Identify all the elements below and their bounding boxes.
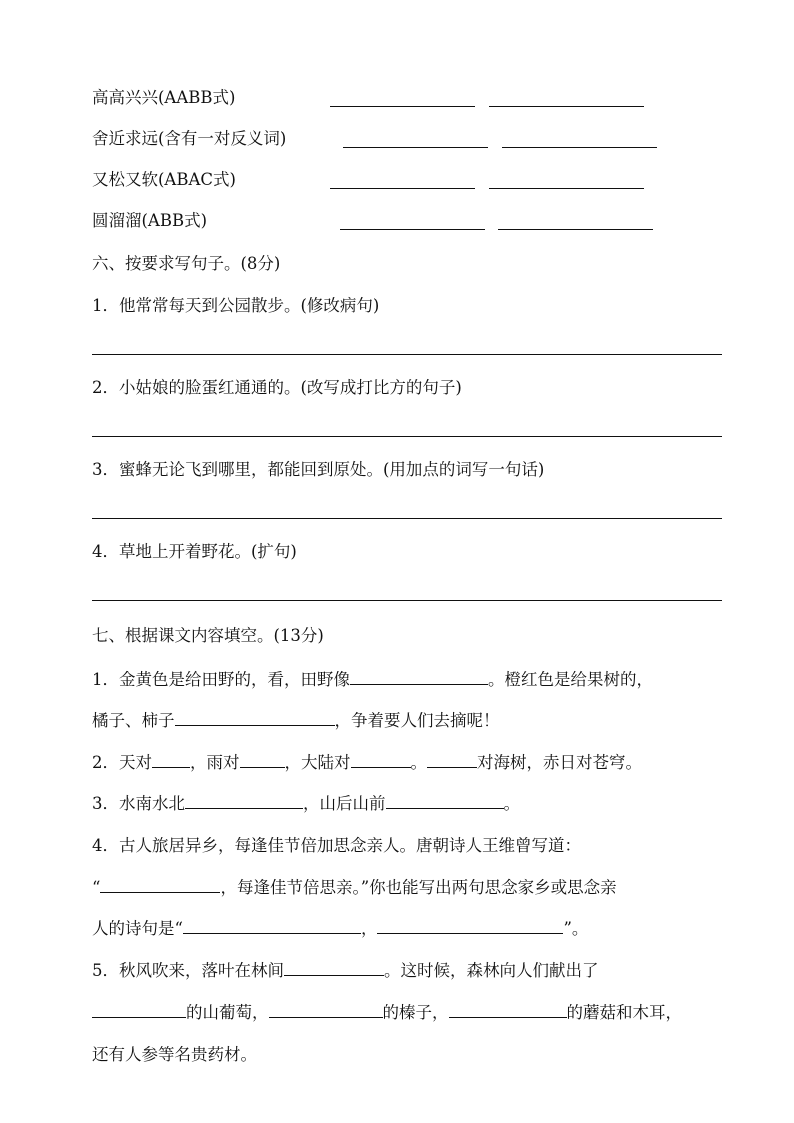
question-line: 5．秋风吹来，落叶在林间 。这时候，森林向人们献出了 — [92, 961, 599, 980]
item-row — [92, 211, 207, 231]
question-text: 4．草地上开着野花。(扩句) — [92, 542, 297, 561]
fill-blank[interactable] — [351, 753, 411, 768]
fill-blank[interactable] — [284, 961, 384, 976]
answer-blank[interactable] — [330, 174, 475, 189]
question-line: 3．水南水北 ，山后山前 。 — [92, 794, 520, 813]
question-line: 橘子、柿子 ，争着要人们去摘呢！ — [92, 711, 500, 730]
fill-blank[interactable] — [152, 753, 190, 768]
answer-blank[interactable] — [489, 174, 644, 189]
item-label: 舍近求远(含有一对反义词) — [92, 129, 287, 148]
item-label: 又松又软(ABAC式) — [92, 170, 236, 189]
answer-blank[interactable] — [502, 133, 657, 148]
fill-blank[interactable] — [386, 794, 504, 809]
fill-blank[interactable] — [427, 753, 477, 768]
item-row — [92, 88, 235, 108]
question-line: 4．古人旅居异乡，每逢佳节倍加思念亲人。唐朝诗人王维曾写道： — [92, 836, 581, 855]
answer-blank[interactable] — [498, 215, 653, 230]
item-label: 高高兴兴(AABB式) — [92, 88, 236, 107]
question-line: 还有人参等名贵药材。 — [92, 1045, 257, 1064]
fill-blank[interactable] — [100, 878, 220, 893]
answer-line[interactable] — [92, 600, 722, 601]
fill-blank[interactable] — [350, 670, 488, 685]
item-row — [92, 129, 286, 149]
fill-blank[interactable] — [240, 753, 285, 768]
answer-line[interactable] — [92, 436, 722, 437]
fill-blank[interactable] — [185, 794, 303, 809]
answer-line[interactable] — [92, 518, 722, 519]
item-label: 圆溜溜(ABB式) — [92, 211, 208, 230]
item-row — [92, 170, 236, 190]
question-line: 人的诗句是“ ， ”。 — [92, 919, 589, 938]
fill-blank[interactable] — [377, 919, 563, 934]
section-title: 六、按要求写句子。(8分) — [92, 254, 281, 273]
answer-blank[interactable] — [343, 133, 488, 148]
question-text: 2．小姑娘的脸蛋红通通的。(改写成打比方的句子) — [92, 378, 462, 397]
answer-blank[interactable] — [340, 215, 485, 230]
answer-blank[interactable] — [330, 92, 475, 107]
fill-blank[interactable] — [183, 919, 361, 934]
fill-blank[interactable] — [269, 1003, 383, 1018]
fill-blank[interactable] — [175, 711, 335, 726]
section-title: 七、根据课文内容填空。(13分) — [92, 626, 324, 645]
question-text: 3．蜜蜂无论飞到哪里，都能回到原处。(用加点的词写一句话) — [92, 460, 545, 479]
answer-line[interactable] — [92, 354, 722, 355]
question-line: 的山葡萄， 的榛子， 的蘑菇和木耳， — [92, 1003, 682, 1023]
fill-blank[interactable] — [92, 1003, 186, 1018]
question-line: 1．金黄色是给田野的，看，田野像 。橙红色是给果树的， — [92, 670, 653, 689]
question-text: 1．他常常每天到公园散步。(修改病句) — [92, 296, 380, 315]
fill-blank[interactable] — [449, 1003, 567, 1018]
question-line: 2．天对 ，雨对 ，大陆对 。 对海树，赤日对苍穹。 — [92, 753, 642, 772]
answer-blank[interactable] — [489, 92, 644, 107]
question-line: “ ，每逢佳节倍思亲。”你也能写出两句思念家乡或思念亲 — [92, 878, 617, 897]
